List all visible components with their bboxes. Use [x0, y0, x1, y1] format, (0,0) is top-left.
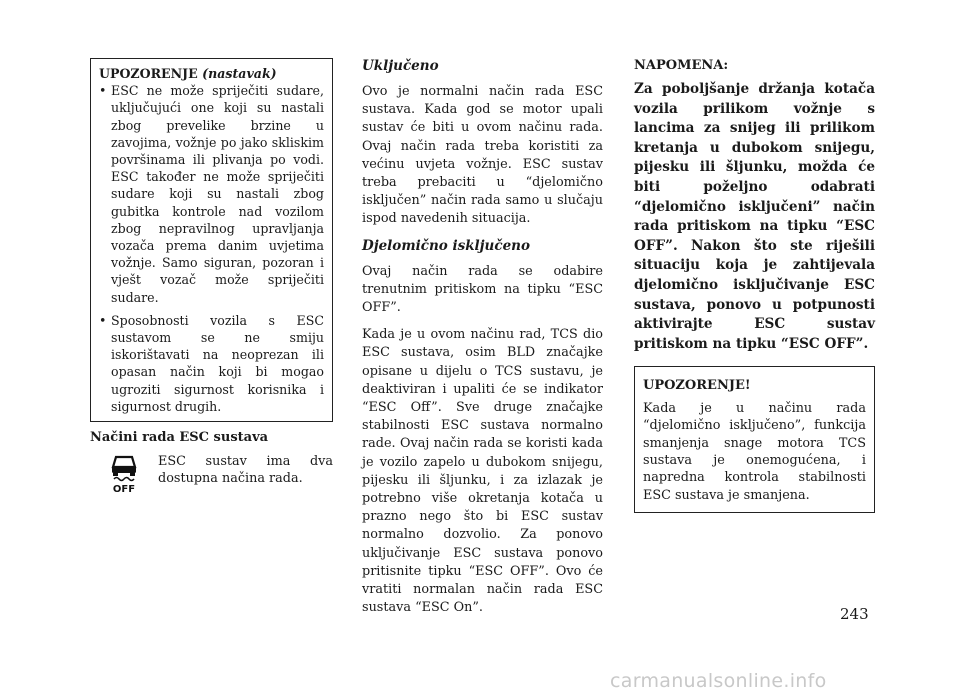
warning-title-text: UPOZORENJE	[99, 66, 198, 81]
note-text: Za poboljšanje držanja kotača vozila prilikom vožnje s lancima za snijeg ili prilikom kretanja u dubokom snijegu, pijesku ili šljunku, možda će biti poželjno odabrati “djelomično isključeni” način rada pritiskom na tipku “ESC OFF”. Nakon što ste riješili situaciju koja je zahtijevala djelomično isključivanje ESC sustava, ponovo u potpunosti aktivirajte ESC sustav pritiskom na tipku “ESC OFF”.	[634, 81, 875, 352]
esc-off-icon	[104, 453, 144, 493]
warning-box	[634, 366, 875, 513]
warning-box-continued	[90, 58, 333, 422]
page-number: 243	[840, 605, 869, 623]
section-uključeno-title: Uključeno	[362, 58, 439, 74]
warning-bullet-list	[99, 82, 324, 415]
right-column	[634, 58, 875, 513]
left-column	[90, 58, 333, 493]
modes-heading: Načini rada ESC sustava	[90, 430, 269, 446]
section-uključeno-text: Ovo je normalni način rada ESC sustava. Kada god se motor upali sustav će biti u ovom načinu rada. Ovaj način rada treba koristiti za većinu uvjeta vožnje. ESC sustav treba prebaciti u “djelomično isključen” način rada samo u slučaju ispod navedenih situacija.	[362, 84, 603, 227]
modes-description: ESC sustav ima dva dostupna načina rada.	[158, 454, 333, 487]
watermark: carmanualsonline.info	[610, 670, 827, 692]
section-djelomično-paragraph: Ovaj način rada se odabire trenutnim pritiskom na tipku “ESC OFF”.	[362, 263, 603, 316]
modes-row	[90, 453, 333, 493]
note-title: NAPOMENA:	[634, 58, 729, 73]
warning-box-title: UPOZORENJE!	[643, 378, 751, 394]
warning-bullet: • Sposobnosti vozila s ESC sustavom se ne smiju iskorištavati na neoprezan ili opasan način koji bi mogao ugroziti sigurnost korisnika i sigurnost drugih.	[99, 312, 324, 415]
warning-box-text: Kada je u načinu rada “djelomično isključeno”, funkcija smanjenja snage motora TCS sustava je onemogućena, i napredna kontrola stabilnosti ESC sustava je smanjena.	[643, 400, 866, 503]
warning-title-continued: (nastavak)	[202, 66, 277, 81]
middle-column	[362, 58, 603, 626]
section-djelomično-title: Djelomično isključeno	[362, 237, 531, 254]
section-djelomično-paragraph: Kada je u ovom načinu rad, TCS dio ESC sustava, osim BLD značajke opisane u dijelu o TCS sustavu, je deaktiviran i upaliti će se indikator “ESC Off”. Sve druge značajke stabilnosti ESC sustava normalno rade. Ovaj način rada se koristi kada je vozilo zapelo u dubokom snijegu, pijesku ili šljunku, i za izlazak je potrebno više okretanja kotača u prazno nego što bi ESC sustav normalno dozvolio. Za ponovo uključivanje ESC sustava ponovo pritisnite tipku “ESC OFF”. Ovo će vratiti normalan način rada ESC sustava “ESC On”.	[362, 327, 603, 616]
esc-off-icon-label: OFF	[112, 484, 136, 494]
warning-title	[99, 65, 324, 82]
warning-bullet: • ESC ne može spriječiti sudare, uključujući one koji su nastali zbog prevelike brzine u zavojima, vožnje po jako skliskim površinama ili plivanja po vodi. ESC također ne može spriječiti sudare koji su nastali zbog gubitka kontrole nad vozilom zbog nepravilnog upravljanja vozača prema danim uvjetima vožnje. Samo siguran, pozoran i vješt vozač može spriječiti sudare.	[99, 82, 324, 306]
